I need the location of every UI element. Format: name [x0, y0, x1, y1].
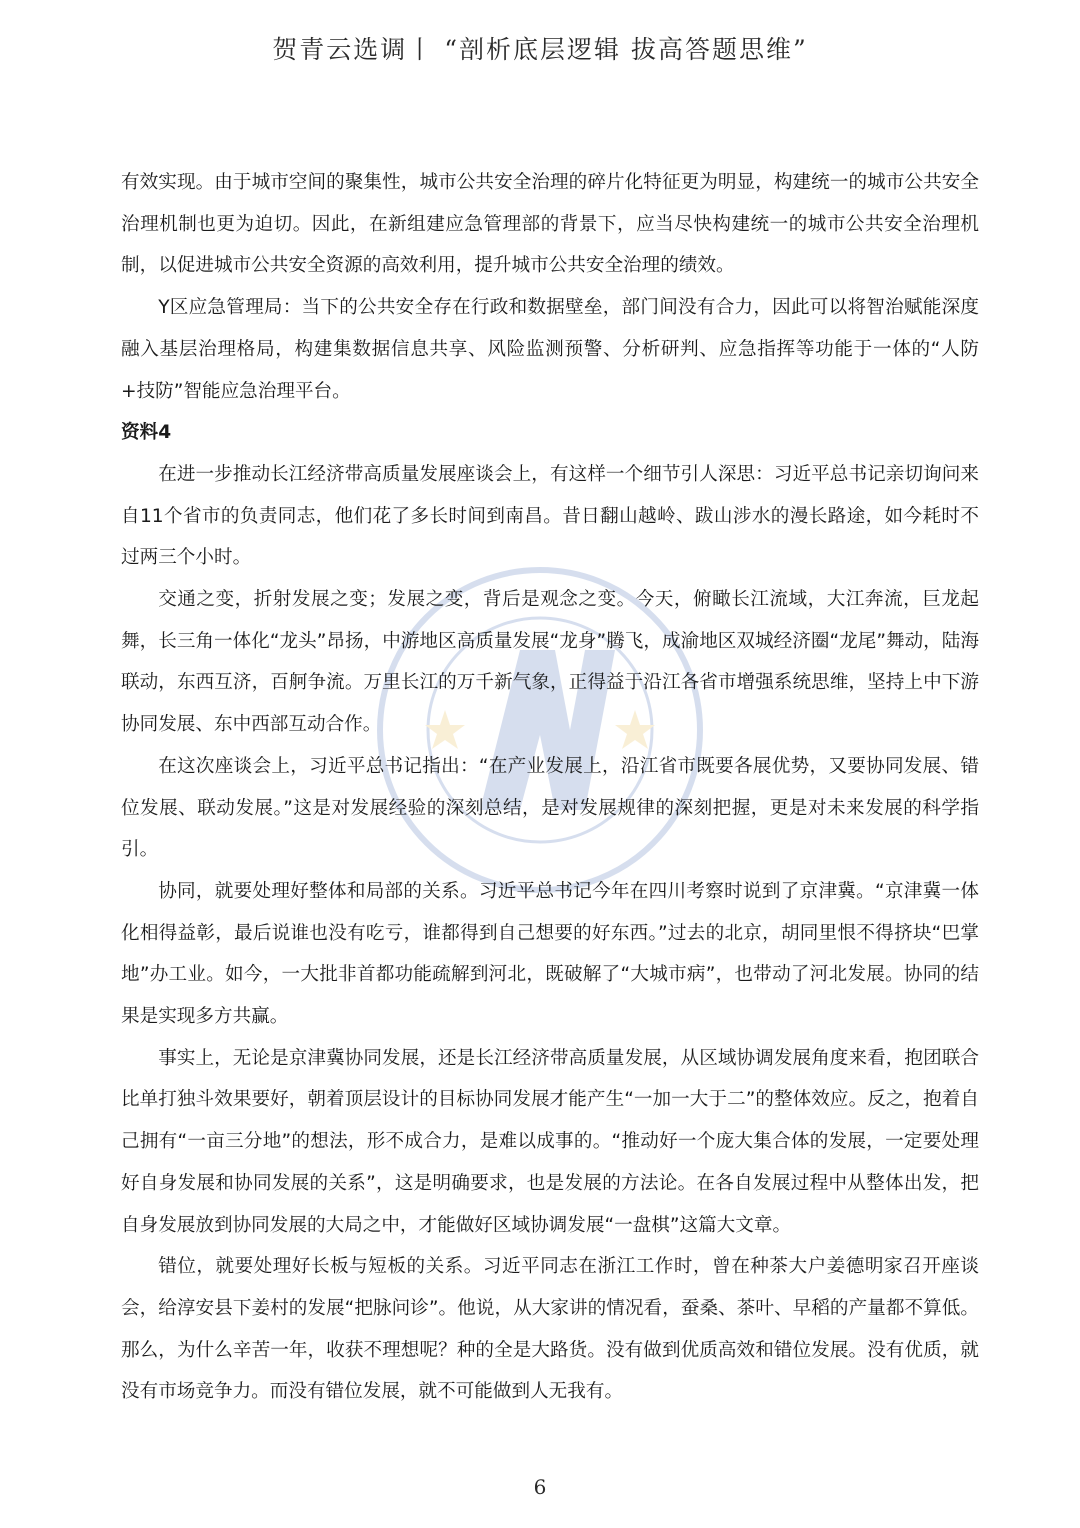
paragraph: 在这次座谈会上，习近平总书记指出：“在产业发展上，沿江省市既要各展优势，又要协同发展、错位发展、联动发展。”这是对发展经验的深刻总结，是对发展规律的深刻把握，更是对未来发展的科学指引。 [121, 755, 979, 861]
paragraph: 事实上，无论是京津冀协同发展，还是长江经济带高质量发展，从区域协调发展角度来看，抱团联合比单打独斗效果要好，朝着顶层设计的目标协同发展才能产生“一加一大于二”的整体效应。反之，抱着自己拥有“一亩三分地”的想法，形不成合力，是难以成事的。“推动好一个庞大集合体的发展，一定要处理好自身发展和协同发展的关系”，这是明确要求，也是发展的方法论。在各自发展过程中从整体出发，把自身发展放到协同发展的大局之中，才能做好区域协调发展“一盘棋”这篇大文章。 [121, 1047, 979, 1236]
paragraph: 在进一步推动长江经济带高质量发展座谈会上，有这样一个细节引人深思：习近平总书记亲切询问来自11个省市的负责同志，他们花了多长时间到南昌。昔日翻山越岭、跋山涉水的漫长路途，如今耗时不过两三个小时。 [121, 463, 979, 569]
paragraph: 错位，就要处理好长板与短板的关系。习近平同志在浙江工作时，曾在种茶大户姜德明家召开座谈会，给淳安县下姜村的发展“把脉问诊”。他说，从大家讲的情况看，蚕桑、茶叶、早稻的产量都不算低。那么，为什么辛苦一年，收获不理想呢？种的全是大路货。没有做到优质高效和错位发展。没有优质，就没有市场竞争力。而没有错位发展，就不可能做到人无我有。 [121, 1256, 979, 1403]
paragraph: 有效实现。由于城市空间的聚集性，城市公共安全治理的碎片化特征更为明显，构建统一的城市公共安全治理机制也更为迫切。因此，在新组建应急管理部的背景下，应当尽快构建统一的城市公共安全治理机制，以促进城市公共安全资源的高效利用，提升城市公共安全治理的绩效。 [121, 172, 979, 277]
paragraph: 协同，就要处理好整体和局部的关系。习近平总书记今年在四川考察时说到了京津冀。“京津冀一体化相得益彰，最后说谁也没有吃亏，谁都得到自己想要的好东西。”过去的北京，胡同里恨不得挤块“巴掌地”办工业。如今，一大批非首都功能疏解到河北，既破解了“大城市病”，也带动了河北发展。协同的结果是实现多方共赢。 [121, 880, 979, 1028]
page-header: 贺青云选调丨 “剖析底层逻辑 拔高答题思维” [272, 35, 808, 64]
section-heading: 资料4 [121, 422, 172, 444]
paragraph: Y区应急管理局：当下的公共安全存在行政和数据壁垒，部门间没有合力，因此可以将智治赋能深度融入基层治理格局，构建集数据信息共享、风险监测预警、分析研判、应急指挥等功能于一体的“人防+技防”智能应急治理平台。 [121, 297, 979, 402]
document-body [121, 162, 979, 1413]
paragraph: 交通之变，折射发展之变；发展之变，背后是观念之变。今天，俯瞰长江流域，大江奔流，巨龙起舞，长三角一体化“龙头”昂扬，中游地区高质量发展“龙身”腾飞，成渝地区双城经济圈“龙尾”舞动，陆海联动，东西互济，百舸争流。万里长江的万千新气象，正得益于沿江各省市增强系统思维，坚持上中下游协同发展、东中西部互动合作。 [121, 589, 979, 736]
page-number: 6 [533, 1475, 547, 1499]
